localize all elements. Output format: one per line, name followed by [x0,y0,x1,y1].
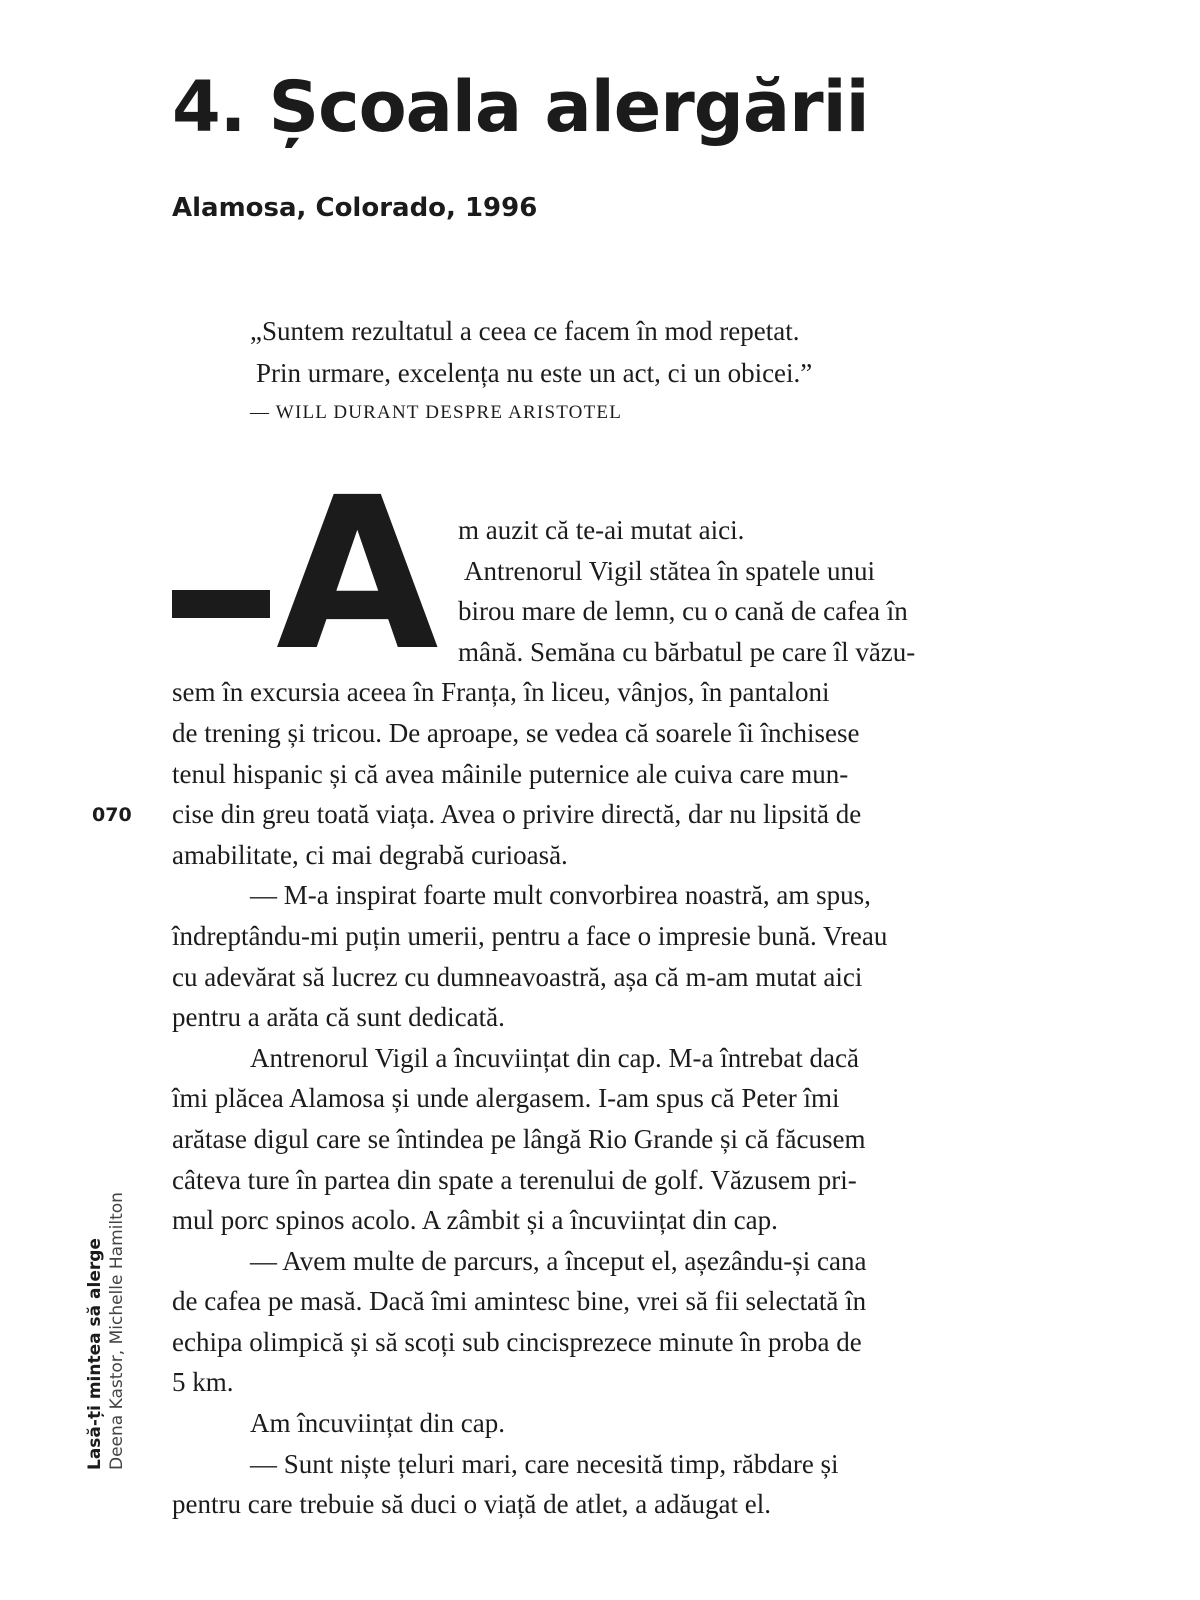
body-line: — Sunt niște țeluri mari, care necesită timp, răbdare și [250,1448,839,1479]
epigraph-line-1: „Suntem rezultatul a ceea ce facem în mod repetat. [250,316,800,346]
chapter-subtitle: Alamosa, Colorado, 1996 [172,193,538,223]
body-line: îmi plăcea Alamosa și unde alergasem. I-am spus că Peter îmi [172,1083,840,1114]
body-line: cise din greu toată viața. Avea o privire directă, dar nu lipsită de [172,799,862,830]
page-number: 070 [92,804,132,826]
epigraph-line-2: Prin urmare, excelența nu este un act, ci un obicei.” [256,358,813,388]
body-line: pentru a arăta că sunt dedicată. [172,1002,505,1033]
body-line: pentru care trebuie să duci o viață de atlet, a adăugat el. [172,1489,771,1520]
body-line: de cafea pe masă. Dacă îmi amintesc bine, vrei să fii selectată în [172,1286,867,1317]
body-line: Am încuviințat din cap. [250,1408,505,1439]
body-line: amabilitate, ci mai degrabă curioasă. [172,839,568,870]
body-line: câteva ture în partea din spate a terenului de golf. Văzusem pri- [172,1164,857,1195]
book-title: Lasă-ți mintea să alerge [85,1238,105,1470]
body-line: cu adevărat să lucrez cu dumneavoastră, așa că m-am mutat aici [172,961,863,992]
body-text [172,510,992,1525]
epigraph-attribution: — WILL DURANT DESPRE ARISTOTEL [250,402,623,423]
body-line: mul porc spinos acolo. A zâmbit și a încuviințat din cap. [172,1205,778,1236]
body-line: 5 km. [172,1367,234,1398]
book-authors: Deena Kastor, Michelle Hamilton [107,1192,127,1470]
body-line: sem în excursia aceea în Franța, în liceu, vânjos, în pantaloni [172,677,830,708]
body-line: îndreptându-mi puțin umerii, pentru a face o impresie bună. Vreau [172,920,888,951]
epigraph [250,310,950,430]
body-line: de trening și tricou. De aproape, se vedea că soarele îi închisese [172,717,860,748]
body-line: echipa olimpică și să scoți sub cincisprezece minute în proba de [172,1326,862,1357]
body-line: m auzit că te-ai mutat aici. [458,515,745,545]
body-line: Antrenorul Vigil stătea în spatele unui [464,555,876,586]
body-line: — M-a inspirat foarte mult convorbirea noastră, am spus, [250,880,871,911]
drop-cap-letter: A [276,452,439,697]
body-line: arătase digul care se întindea pe lângă Rio Grande și că făcusem [172,1123,866,1154]
body-line: — Avem multe de parcurs, a început el, așezându-și cana [250,1245,867,1276]
running-footer [84,1150,128,1470]
body-line: birou mare de lemn, cu o cană de cafea în [458,596,908,627]
chapter-title: 4. Școala alergării [172,66,869,148]
body-line: Antrenorul Vigil a încuviințat din cap. M-a întrebat dacă [250,1042,859,1073]
body-line: mână. Semăna cu bărbatul pe care îl văzu- [458,636,916,667]
body-line: tenul hispanic și că avea mâinile puternice ale cuiva care mun- [172,758,849,789]
